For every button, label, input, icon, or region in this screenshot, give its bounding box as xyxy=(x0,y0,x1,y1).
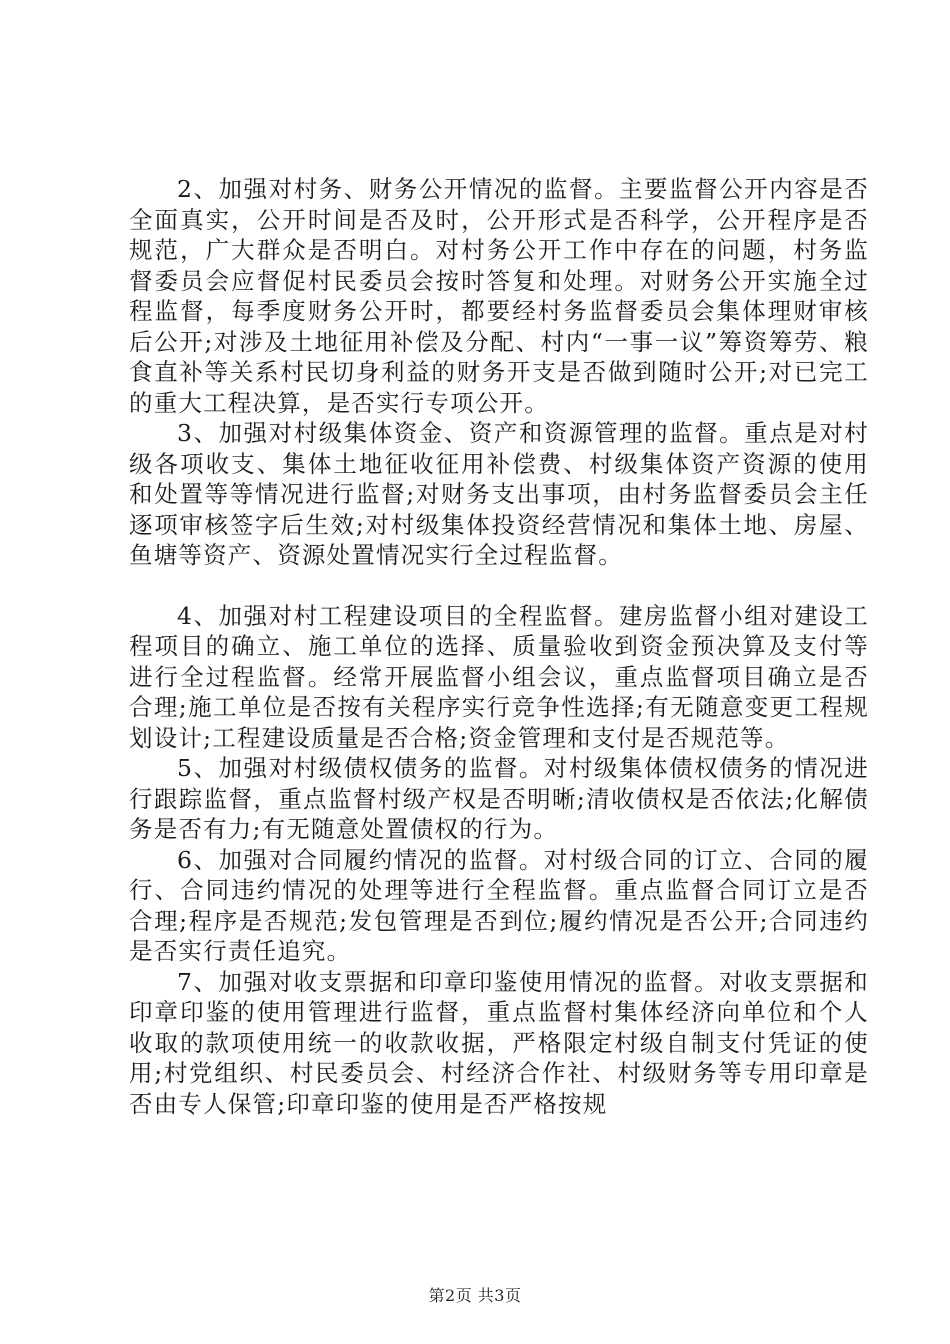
paragraph-item-5: 5、加强对村级债权债务的监督。对村级集体债权债务的情况进行跟踪监督，重点监督村级产权是否明晰;清收债权是否依法;化解债务是否有力;有无随意处置债权的行为。 xyxy=(129,754,869,843)
paragraph-item-4: 4、加强对村工程建设项目的全程监督。建房监督小组对建设工程项目的确立、施工单位的选择、质量验收到资金预决算及支付等进行全过程监督。经常开展监督小组会议，重点监督项目确立是否合理;施工单位是否按有关程序实行竞争性选择;有无随意变更工程规划设计;工程建设质量是否合格;资金管理和支付是否规范等。 xyxy=(129,601,869,752)
paragraph-item-6: 6、加强对合同履约情况的监督。对村级合同的订立、合同的履行、合同违约情况的处理等进行全程监督。重点监督合同订立是否合理;程序是否规范;发包管理是否到位;履约情况是否公开;合同违约是否实行责任追究。 xyxy=(129,845,869,965)
page-number-label: 第2页 共3页 xyxy=(428,1286,522,1305)
paragraph-item-3: 3、加强对村级集体资金、资产和资源管理的监督。重点是对村级各项收支、集体土地征收征用补偿费、村级集体资产资源的使用和处置等等情况进行监督;对财务支出事项，由村务监督委员会主任逐项审核签字后生效;对村级集体投资经营情况和集体土地、房屋、鱼塘等资产、资源处置情况实行全过程监督。 xyxy=(129,419,869,569)
document-body xyxy=(129,174,869,1119)
paragraph-item-2: 2、加强对村务、财务公开情况的监督。主要监督公开内容是否全面真实，公开时间是否及时，公开形式是否科学，公开程序是否规范，广大群众是否明白。对村务公开工作中存在的问题，村务监督委员会应督促村民委员会按时答复和处理。对财务公开实施全过程监督，每季度财务公开时，都要经村务监督委员会集体理财审核后公开;对涉及土地征用补偿及分配、村内“一事一议”筹资筹劳、粮食直补等关系村民切身利益的财务开支是否做到随时公开;对已完工的重大工程决算，是否实行专项公开。 xyxy=(129,175,869,417)
paragraph-item-7: 7、加强对收支票据和印章印鉴使用情况的监督。对收支票据和印章印鉴的使用管理进行监督，重点监督村集体经济向单位和个人收取的款项使用统一的收款收据，严格限定村级自制支付凭证的使用;村党组织、村民委员会、村经济合作社、村级财务等专用印章是否由专人保管;印章印鉴的使用是否严格按规 xyxy=(129,967,869,1118)
page-footer xyxy=(0,1283,950,1306)
